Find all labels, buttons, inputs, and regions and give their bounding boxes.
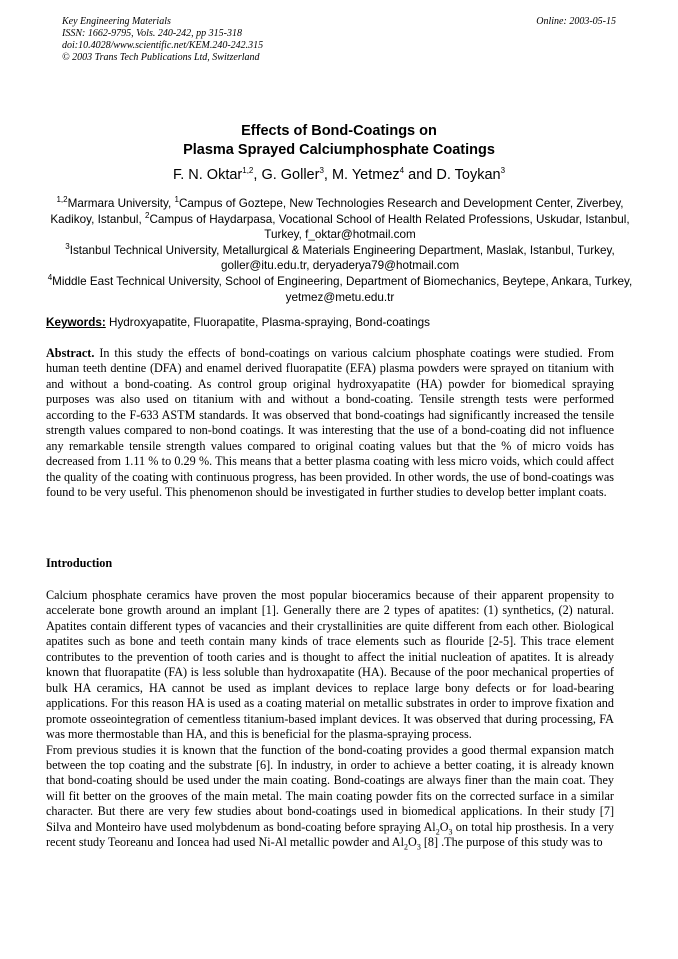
paragraph-text: [8] .The purpose of this study was to (420, 835, 603, 850)
affiliation-mark: 4 (47, 273, 53, 283)
subscript: 2 (404, 842, 408, 852)
affiliation-text: Istanbul Technical University, Metallurgical & Materials Engineering Department, Maslak, Istanbul, Turkey, goller@itu.edu.tr, deryaderya79@hotmail.com (69, 243, 615, 273)
author-affiliation-mark: 3 (319, 166, 324, 176)
author-affiliation-mark: 1,2 (242, 166, 254, 176)
author-name: D. Toykan (436, 167, 501, 183)
paragraph-text: on total hip prosthesis. In a very recent study Teoreanu and Ioncea had used Ni-Al metallic powder and Al (46, 819, 614, 850)
paragraph (46, 743, 614, 851)
author-list: F. N. Oktar$^{1,2}$, G. Goller$^3$, M. Yetmez$^4$ and D. Toykan$^3$ (172, 166, 506, 183)
author-name: G. Goller (261, 167, 320, 183)
keywords-text: Hydroxyapatite, Fluorapatite, Plasma-spraying, Bond-coatings (105, 316, 430, 329)
keywords (46, 315, 634, 330)
affiliation-text: Marmara University, (67, 197, 175, 210)
subscript: 3 (416, 842, 421, 852)
paragraph-text: O (439, 819, 449, 834)
author-affiliation-mark: 3 (500, 166, 506, 176)
subscript: 3 (448, 827, 453, 837)
paragraph: Calcium phosphate ceramics have proven the most popular bioceramics because of their apparent propensity to accelerate bone growth around an implant [1]. Generally there are 2 types of apatites: (1) synthetics, (2) natural. Apatites contain different types of vacancies and their crystallinities are quite different from each other. Biological apatites such as bone and teeth contain many kinds of trace elements such as flouride [2-5]. This trace element contributes to the prevention of tooth caries and is thought to affect the initial nucleation of apatites. It is already known that fluorapatite (FA) is less soluble than hydroxapatite (HA). Because of the poor mechanical properties of bulk HA ceramics, HA cannot be used as implant devices to replace large bony defects or for load-bearing applications. For this reason HA is used as a coating material on metallic substrates in order to improve fixation and promote osseointegration of cementless titanium-based implant devices. It was observed that during processing, FA was more thermostable than HA, and this is beneficial for the plasma-spraying process. (46, 588, 614, 742)
introduction-body (46, 588, 614, 851)
affiliation-3 (46, 274, 634, 305)
keywords-label: Keywords: (46, 316, 106, 329)
online-date: Online: 2003-05-15 (536, 16, 616, 27)
affiliation-mark: 1,2 (56, 195, 68, 205)
paragraph-text: From previous studies it is known that the function of the bond-coating provides a good thermal expansion match between the top coating and the substrate [6]. In industry, in order to achieve a better coating, it is already known that bond-coating should be used under the main coating. Bond-coatings are always finer than the main coat. They will fit better on the grooves of the main metal. The main coating powder fits on the corrected surface in a similar character. But there are very few studies about bond-coatings used in biomedical applications. In their study [7] Silva and Monteiro have used molybdenum as bond-coating before spraying Al (46, 742, 614, 834)
section-heading-introduction: Introduction (46, 556, 113, 570)
abstract-text: In this study the effects of bond-coatings on various calcium phosphate coatings were studied. From human teeth dentine (DFA) and enamel derived fluorapatite (EFA) plasma powders were sprayed on titanium with and without a bond-coating. As control group original hydroxyapatite (HA) powder for biomedical spraying purposes was also used on titanium with and without a bond-coating. Tensile strength tests were performed according to the F-633 ASTM standards. It was observed that bond-coatings had significantly increased the tensile strength values compared to non-bond coatings. It was interesting that the use of a bond-coating did not influence any remarkable tensile strength values compared to original coating values but that the % of micro voids has decreased from 1.11 % to 0.29 %. This means that a better plasma coating with less micro voids, which could affect the quality of the coating with continuous progress, has been provided. In other words, the use of bond-coatings was found to be very useful. This phenomenon should be investigated in further studies to develop better implant coats. (46, 346, 614, 500)
issn-line: ISSN: 1662-9795, Vols. 240-242, pp 315-318 (62, 28, 242, 39)
publication-metadata (62, 16, 616, 64)
author-name: M. Yetmez (331, 167, 400, 183)
journal-name: Key Engineering Materials (62, 16, 171, 27)
affiliation-text: Middle East Technical University, School of Engineering, Department of Biomechanics, Beytepe, Ankara, Turkey, yetmez@metu.edu.tr (52, 274, 633, 304)
affiliation-text: Campus of Haydarpasa, Vocational School of Health Related Professions, Uskudar, Istanbul, Turkey, f_oktar@hotmail.com (149, 212, 630, 242)
affiliations (46, 196, 634, 305)
doi-line: doi:10.4028/www.scientific.net/KEM.240-242.315 (62, 40, 264, 51)
paper-title (0, 122, 678, 160)
affiliation-2 (46, 243, 634, 274)
affiliation-1 (46, 196, 634, 243)
abstract (46, 346, 614, 501)
title-line-2: Plasma Sprayed Calciumphosphate Coatings (183, 142, 495, 158)
subscript: 2 (435, 827, 440, 837)
paragraph-text: O (408, 835, 417, 850)
title-line-1: Effects of Bond-Coatings on (241, 123, 437, 139)
copyright-line: © 2003 Trans Tech Publications Ltd, Switzerland (62, 52, 260, 63)
affiliation-mark: 1 (174, 195, 179, 205)
affiliation-mark: 2 (145, 210, 150, 220)
author-name: F. N. Oktar (172, 167, 243, 183)
abstract-label: Abstract. (46, 346, 95, 360)
affiliation-mark: 3 (65, 241, 70, 251)
author-affiliation-mark: 4 (399, 166, 405, 176)
affiliation-text: Campus of Goztepe, New Technologies Research and Development Center, Ziverbey, Kadikoy, Istanbul, (50, 197, 624, 226)
